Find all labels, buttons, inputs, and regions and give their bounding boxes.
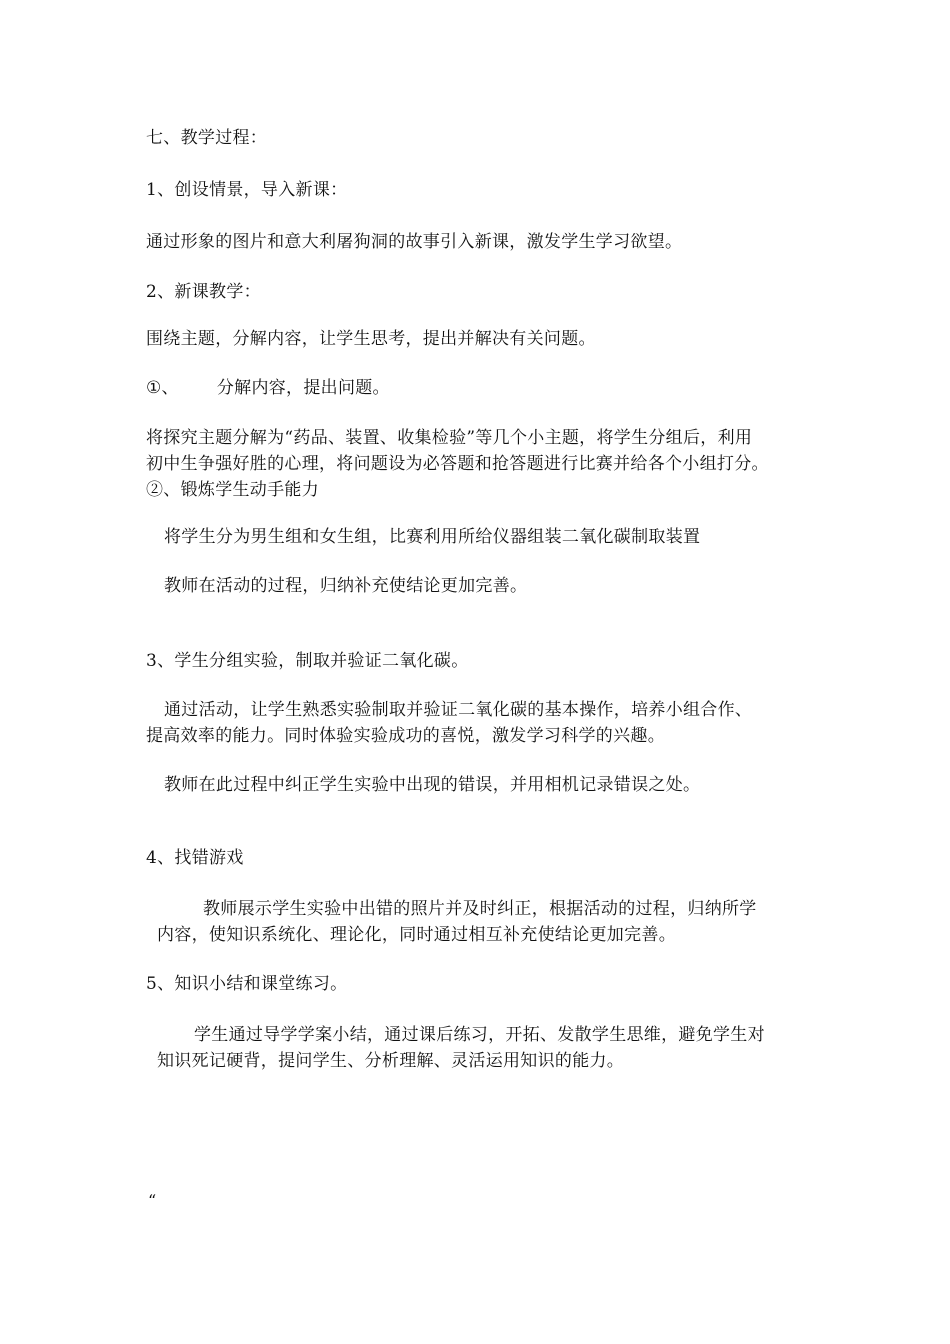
- subsection-2-title: ②、锻炼学生动手能力: [146, 480, 319, 500]
- section-3-body-line-2: 提高效率的能力。同时体验实验成功的喜悦，激发学习科学的兴趣。: [146, 726, 665, 746]
- section-4-body-line-2: 内容，使知识系统化、理论化，同时通过相互补充使结论更加完善。: [157, 925, 676, 945]
- section-3-body-line-1: 通过活动，让学生熟悉实验制取并验证二氧化碳的基本操作，培养小组合作、: [164, 700, 753, 720]
- section-3-title: 3、学生分组实验，制取并验证二氧化碳。: [146, 651, 469, 671]
- section-4-title: 4、找错游戏: [146, 848, 244, 868]
- section-5-body-line-2: 知识死记硬背，提问学生、分析理解、灵活运用知识的能力。: [157, 1051, 625, 1071]
- section-1-title: 1、创设情景，导入新课：: [146, 180, 348, 200]
- subsection-1-body-line-2: 初中生争强好胜的心理，将问题设为必答题和抢答题进行比赛并给各个小组打分。: [146, 454, 769, 474]
- section-1-text: 通过形象的图片和意大利屠狗洞的故事引入新课，激发学生学习欲望。: [146, 232, 683, 252]
- section-5-title: 5、知识小结和课堂练习。: [146, 974, 348, 994]
- section-4-body-line-1: 教师展示学生实验中出错的照片并及时纠正，根据活动的过程，归纳所学: [203, 899, 757, 919]
- section-2-title: 2、新课教学：: [146, 282, 261, 302]
- subsection-1-body-line-1: 将探究主题分解为“药品、装置、收集检验”等几个小主题，将学生分组后，利用: [146, 428, 753, 448]
- section-3-body-2: 教师在此过程中纠正学生实验中出现的错误，并用相机记录错误之处。: [164, 775, 701, 795]
- trailing-quote-mark: “: [148, 1191, 157, 1210]
- subsection-2-body-1: 将学生分为男生组和女生组，比赛利用所给仪器组装二氧化碳制取装置: [164, 527, 701, 547]
- subsection-2-body-2: 教师在活动的过程，归纳补充使结论更加完善。: [164, 576, 528, 596]
- subsection-1-title: [146, 375, 390, 401]
- subsection-1-marker: ①、: [146, 378, 179, 398]
- subsection-1-text: 分解内容，提出问题。: [216, 378, 390, 398]
- section-2-intro: 围绕主题，分解内容，让学生思考，提出并解决有关问题。: [146, 329, 596, 349]
- section-heading: 七、教学过程：: [146, 128, 268, 148]
- section-5-body-line-1: 学生通过导学学案小结，通过课后练习，开拓、发散学生思维，避免学生对: [194, 1025, 765, 1045]
